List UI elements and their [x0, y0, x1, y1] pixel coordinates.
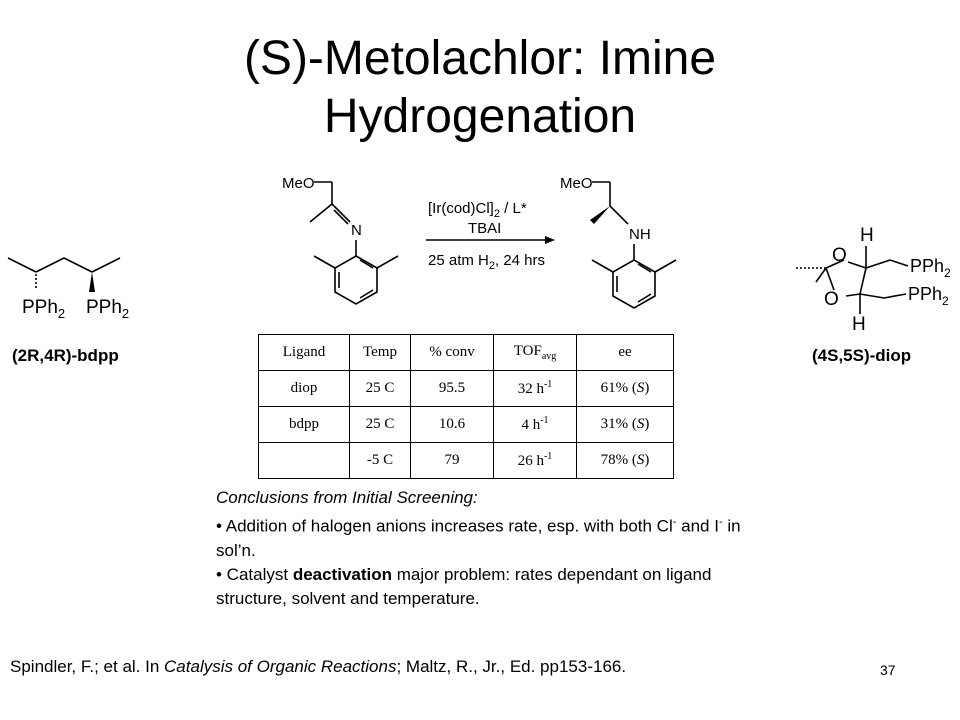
svg-text:PPh2: PPh$_2$	[86, 297, 130, 321]
header-tof: $TOF_{avg}$	[494, 335, 577, 371]
reaction-arrow	[418, 196, 568, 276]
imine-reactant-structure	[280, 168, 410, 318]
svg-text:MeO: MeO	[560, 175, 593, 192]
header-ee: ee	[577, 335, 674, 371]
diop-structure	[790, 224, 960, 336]
cell-conv: 79	[411, 443, 494, 479]
bdpp-label: (2R,4R)-bdpp	[12, 346, 119, 365]
conclusions-heading: Conclusions from Initial Screening:	[216, 488, 478, 507]
conclusion-bullet-2: • Catalyst deactivation major problem: rates dependant on ligand structure, solvent and temperature.	[216, 564, 712, 608]
cell-tof: 32 $h^{-1}$	[494, 371, 577, 407]
conclusions-block	[216, 486, 776, 611]
cell-ee: 78% (S)	[577, 443, 674, 479]
catalyst-text: $[Ir(cod)Cl]_2 / L*$	[428, 200, 527, 220]
table-header-row	[259, 335, 674, 371]
svg-text:N: N	[351, 222, 362, 239]
svg-text:PPh2: PPh$_2$	[908, 284, 949, 308]
cell-ee: 31% (S)	[577, 407, 674, 443]
additive-text: TBAI	[468, 220, 502, 237]
reference-citation: Spindler, F.; et al. In Catalysis of Organic Reactions; Maltz, R., Jr., Ed. pp153-166.	[10, 657, 627, 676]
cell-conv: 95.5	[411, 371, 494, 407]
svg-text:H: H	[860, 225, 874, 246]
cell-ligand: diop	[259, 371, 350, 407]
cell-tof: 4 $h^{-1}$	[494, 407, 577, 443]
cell-temp: -5 C	[350, 443, 411, 479]
table-row	[259, 443, 674, 479]
table-row	[259, 371, 674, 407]
svg-text:NH: NH	[629, 226, 651, 243]
amine-product-structure	[552, 168, 692, 318]
bdpp-structure	[0, 238, 170, 328]
cell-conv: 10.6	[411, 407, 494, 443]
svg-text:O: O	[824, 289, 839, 310]
results-table	[258, 334, 674, 479]
cell-ligand	[259, 443, 350, 479]
svg-text:H: H	[852, 314, 866, 335]
slide-number: 37	[880, 662, 896, 678]
header-conv: % conv	[411, 335, 494, 371]
conditions-text: 25 atm $H_2$, 24 hrs	[428, 252, 546, 272]
cell-tof: 26 $h^{-1}$	[494, 443, 577, 479]
title-line-1: (S)-Metolachlor: Imine	[243, 32, 717, 85]
svg-text:MeO: MeO	[282, 175, 315, 192]
cell-ligand: bdpp	[259, 407, 350, 443]
conclusion-bullet-1: • Addition of halogen anions increases rate, esp. with both Cl- and I- in sol’n.	[216, 516, 741, 560]
slide-title	[0, 30, 960, 146]
title-line-2: Hydrogenation	[323, 90, 637, 143]
svg-text:PPh2: PPh$_2$	[910, 256, 951, 280]
table-row	[259, 407, 674, 443]
diop-label: (4S,5S)-diop	[812, 346, 912, 365]
svg-text:PPh2: PPh$_2$	[22, 297, 66, 321]
svg-text:O: O	[832, 245, 847, 266]
cell-temp: 25 C	[350, 407, 411, 443]
cell-ee: 61% (S)	[577, 371, 674, 407]
header-temp: Temp	[350, 335, 411, 371]
cell-temp: 25 C	[350, 371, 411, 407]
header-ligand: Ligand	[259, 335, 350, 371]
